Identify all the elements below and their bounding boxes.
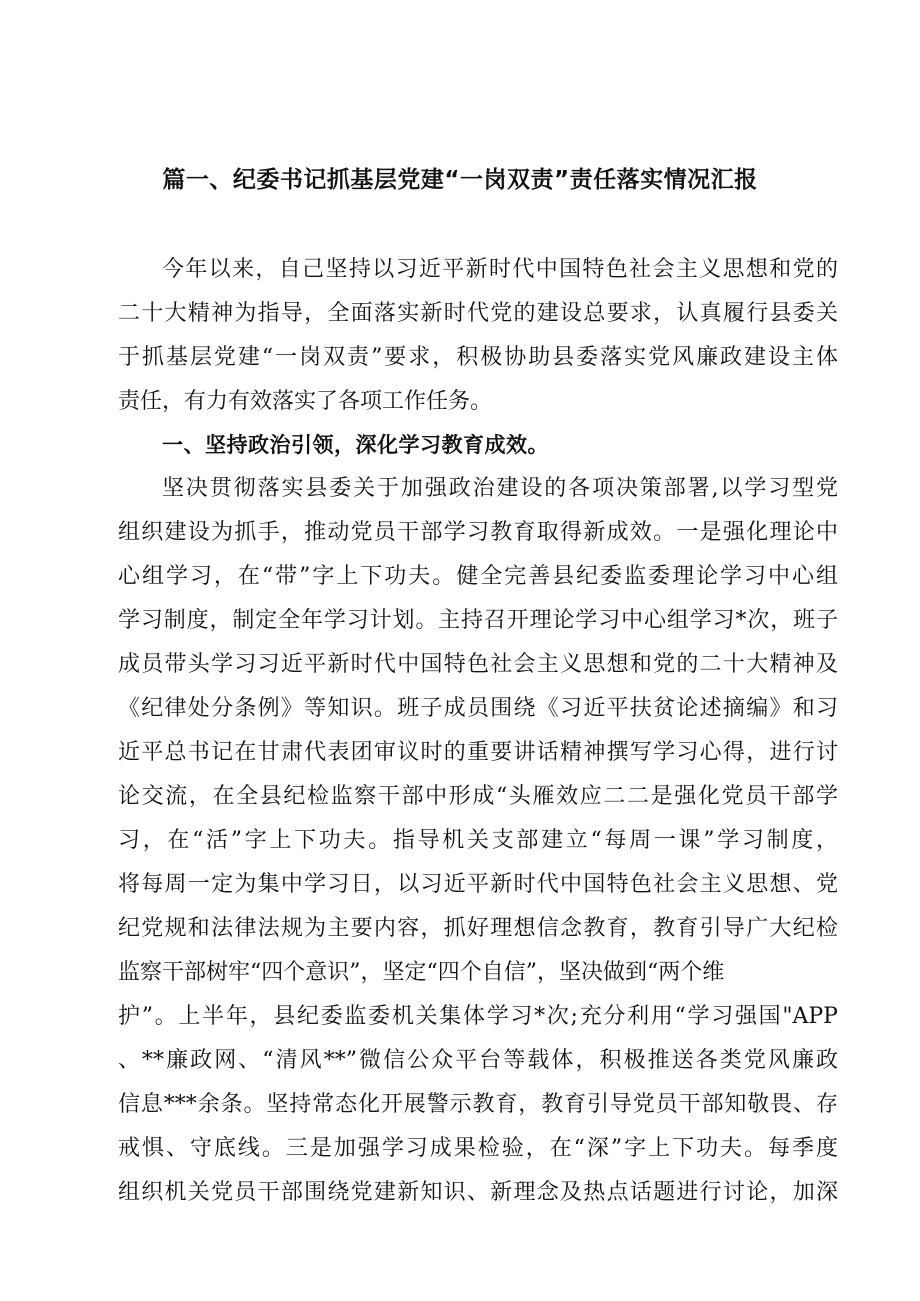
paragraph-line: 组织建设为抓手，推动党员干部学习教育取得新成效。一是强化理论中 [118, 520, 838, 545]
paragraph-line: 近平总书记在甘肃代表团审议时的重要讲话精神撰写学习心得，进行讨 [118, 740, 838, 765]
paragraph-line: 护”。上半年，县纪委监委机关集体学习*次;充分利用“学习强国"APP [118, 1004, 838, 1029]
paragraph-line: 、**廉政网、“清风**”微信公众平台等载体，积极推送各类党风廉政 [118, 1048, 838, 1073]
paragraph-line: 成员带头学习习近平新时代中国特色社会主义思想和党的二十大精神及 [118, 652, 838, 677]
paragraph-line: 习，在“活”字上下功夫。指导机关支部建立“每周一课”学习制度， [118, 828, 838, 853]
paragraph-line: 《纪律处分条例》等知识。班子成员围绕《习近平扶贫论述摘编》和习 [118, 696, 838, 721]
paragraph-line: 学习制度，制定全年学习计划。主持召开理论学习中心组学习*次，班子 [118, 608, 838, 633]
paragraph-line: 将每周一定为集中学习日，以习近平新时代中国特色社会主义思想、党 [118, 872, 838, 897]
paragraph-line: 心组学习，在“带”字上下功夫。健全完善县纪委监委理论学习中心组 [118, 564, 838, 589]
paragraph-line: 二十大精神为指导，全面落实新时代党的建设总要求，认真履行县委关 [118, 301, 838, 326]
paragraph-line: 纪党规和法律法规为主要内容，抓好理想信念教育，教育引导广大纪检 [118, 916, 838, 941]
paragraph-line: 于抓基层党建“一岗双责”要求，积极协助县委落实党风廉政建设主体 [118, 345, 838, 370]
document-title: 篇一、纪委书记抓基层党建“一岗双责”责任落实情况汇报 [162, 167, 758, 193]
paragraph-line: 监察干部树牢“四个意识”，坚定“四个自信”，坚决做到“两个维 [118, 960, 725, 985]
paragraph-line: 戒惧、守底线。三是加强学习成果检验，在“深”字上下功夫。每季度 [118, 1136, 838, 1161]
paragraph-line: 责任，有力有效落实了各项工作任务。 [118, 389, 493, 414]
section-heading: 一、坚持政治引领，深化学习教育成效。 [162, 433, 549, 457]
paragraph-line: 论交流，在全县纪检监察干部中形成“头雁效应二二是强化党员干部学 [118, 784, 838, 809]
paragraph-line: 坚决贯彻落实县委关于加强政治建设的各项决策部署,以学习型党 [162, 476, 838, 501]
paragraph-line: 组织机关党员干部围绕党建新知识、新理念及热点话题进行讨论，加深 [118, 1180, 838, 1205]
paragraph-line: 信息***余条。坚持常态化开展警示教育，教育引导党员干部知敬畏、存 [118, 1092, 838, 1117]
paragraph-line: 今年以来，自己坚持以习近平新时代中国特色社会主义思想和党的 [162, 257, 838, 282]
